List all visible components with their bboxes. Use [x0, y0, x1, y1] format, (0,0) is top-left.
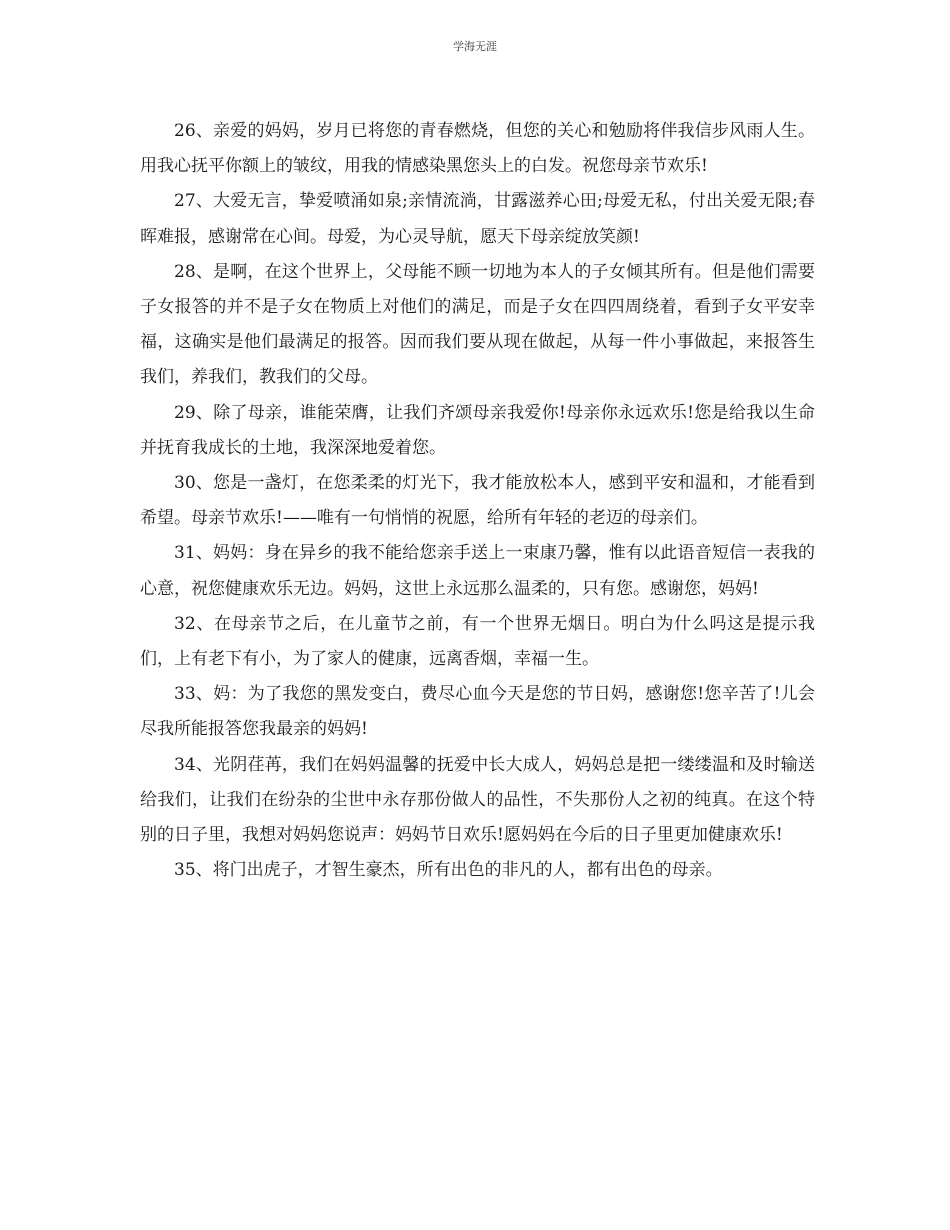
- paragraph-28: 28、是啊，在这个世界上，父母能不顾一切地为本人的子女倾其所有。但是他们需要子女报答的并不是子女在物质上对他们的满足，而是子女在四四周绕着，看到子女平安幸福，这确实是他们最满足的报答。因而我们要从现在做起，从每一件小事做起，来报答生我们，养我们，教我们的父母。: [140, 261, 815, 388]
- paragraph-35: 35、将门出虎子，才智生豪杰，所有出色的非凡的人，都有出色的母亲。: [174, 860, 723, 881]
- paragraph-33: 33、妈：为了我您的黑发变白，费尽心血今天是您的节日妈，感谢您!您辛苦了!儿会尽我所能报答您我最亲的妈妈!: [140, 684, 815, 740]
- paragraph-26: 26、亲爱的妈妈，岁月已将您的青春燃烧，但您的关心和勉励将伴我信步风雨人生。用我心抚平你额上的皱纹，用我的情感染黑您头上的白发。祝您母亲节欢乐!: [140, 121, 815, 177]
- paragraph-34: 34、光阴荏苒，我们在妈妈温馨的抚爱中长大成人，妈妈总是把一缕缕温和及时输送给我们，让我们在纷杂的尘世中永存那份做人的品性，不失那份人之初的纯真。在这个特别的日子里，我想对妈妈您说声：妈妈节日欢乐!愿妈妈在今后的日子里更加健康欢乐!: [140, 754, 815, 846]
- paragraph-29: 29、除了母亲，谁能荣膺，让我们齐颂母亲我爱你!母亲你永远欢乐!您是给我以生命并抚育我成长的土地，我深深地爱着您。: [140, 402, 815, 458]
- paragraph-30: 30、您是一盏灯，在您柔柔的灯光下，我才能放松本人，感到平安和温和，才能看到希望。母亲节欢乐!——唯有一句悄悄的祝愿，给所有年轻的老迈的母亲们。: [140, 473, 815, 529]
- page-header: 学海无涯: [453, 40, 497, 53]
- paragraph-27: 27、大爱无言，挚爱喷涌如泉;亲情流淌，甘露滋养心田;母爱无私，付出关爱无限;春晖难报，感谢常在心间。母爱，为心灵导航，愿天下母亲绽放笑颜!: [140, 191, 815, 247]
- document-body: [140, 114, 815, 888]
- paragraph-32: 32、在母亲节之后，在儿童节之前，有一个世界无烟日。明白为什么吗这是提示我们，上有老下有小，为了家人的健康，远离香烟，幸福一生。: [140, 613, 815, 670]
- paragraph-31: 31、妈妈：身在异乡的我不能给您亲手送上一束康乃馨，惟有以此语音短信一表我的心意，祝您健康欢乐无边。妈妈，这世上永远那么温柔的，只有您。感谢您，妈妈!: [140, 543, 815, 599]
